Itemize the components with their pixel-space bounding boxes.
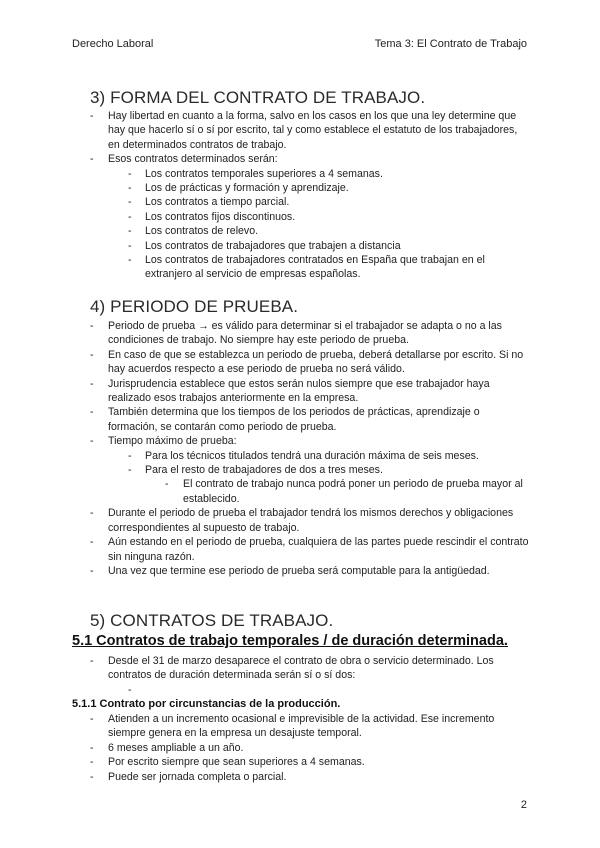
heading-5-1: 5.1 Contratos de trabajo temporales / de duración determinada. <box>72 633 508 649</box>
list-item: - Jurisprudencia establece que estos serán nulos siempre que ese trabajador haya realizado esos trabajos anteriormente en la empresa. <box>90 377 530 406</box>
max-time-sublist <box>128 449 530 507</box>
header-right: Tema 3: El Contrato de Trabajo <box>374 38 527 50</box>
list-item <box>90 152 530 282</box>
heading-5-1-1: 5.1.1 Contrato por circunstancias de la producción. <box>72 698 341 710</box>
sublist-item: - Los contratos de relevo. <box>128 224 530 238</box>
list-item: - Hay libertad en cuanto a la forma, salvo en los casos en los que una ley determine que hay que hacerlo sí o sí por escrito, tal y como establece el estatuto de los trabajadores, en determinados contratos de trabajo. <box>90 109 530 152</box>
list-item-text: Esos contratos determinados serán: <box>108 153 278 166</box>
section-5-1-sublist <box>128 683 530 697</box>
header-left: Derecho Laboral <box>72 38 154 50</box>
list-item: - Atienden a un incremento ocasional e imprevisible de la actividad. Ese incremento siempre genera en la empresa un desajuste temporal. <box>90 712 530 741</box>
section-5-1-list <box>90 654 530 697</box>
sublist-item: - Los contratos a tiempo parcial. <box>128 195 530 209</box>
section-3-title: 3) FORMA DEL CONTRATO DE TRABAJO. <box>90 88 426 107</box>
list-item-text: Tiempo máximo de prueba: <box>108 435 237 448</box>
list-item: - Por escrito siempre que sean superiores a 4 semanas. <box>90 755 530 769</box>
list-item <box>90 654 530 697</box>
list-item: - Aún estando en el periodo de prueba, cualquiera de las partes puede rescindir el contrato sin ninguna razón. <box>90 535 530 564</box>
max-time-note-list <box>165 477 530 506</box>
sublist-item-text: Para el resto de trabajadores de dos a tres meses. <box>145 464 383 477</box>
list-item: - Durante el periodo de prueba el trabajador tendrá los mismos derechos y obligaciones correspondientes al supuesto de trabajo. <box>90 506 530 535</box>
list-item: - 6 meses ampliable a un año. <box>90 741 530 755</box>
note-item: - El contrato de trabajo nunca podrá poner un periodo de prueba mayor al establecido. <box>165 477 530 506</box>
sublist-item: - Los contratos de trabajadores contratados en España que trabajan en el extranjero al servicio de empresas españolas. <box>128 253 530 282</box>
sublist-item: - Los de prácticas y formación y aprendizaje. <box>128 181 530 195</box>
list-item: - Periodo de prueba → es válido para determinar si el trabajador se adapta o no a las condiciones de trabajo. No siempre hay este periodo de prueba. <box>90 319 530 348</box>
section-4-title: 4) PERIODO DE PRUEBA. <box>90 297 299 316</box>
list-item: - Puede ser jornada completa o parcial. <box>90 770 530 784</box>
sublist-item <box>128 463 530 506</box>
section-5-title: 5) CONTRATOS DE TRABAJO. <box>90 611 334 630</box>
list-item <box>90 434 530 506</box>
list-item: - También determina que los tiempos de los periodos de prácticas, aprendizaje o formación, se contarán como periodo de prueba. <box>90 405 530 434</box>
list-item-text: Desde el 31 de marzo desaparece el contrato de obra o servicio determinado. Los contratos de duración determinada serán sí o sí dos: <box>108 655 494 682</box>
list-item: - Una vez que termine ese periodo de prueba será computable para la antigüedad. <box>90 564 530 578</box>
section-3-sublist <box>128 167 530 282</box>
sublist-item: - Los contratos fijos discontinuos. <box>128 210 530 224</box>
sublist-item: - Para los técnicos titulados tendrá una duración máxima de seis meses. <box>128 449 530 463</box>
sublist-item-empty <box>128 683 530 697</box>
sublist-item: - Los contratos de trabajadores que trabajen a distancia <box>128 239 530 253</box>
list-item: - En caso de que se establezca un periodo de prueba, deberá detallarse por escrito. Si no hay acuerdos respecto a ese periodo de prueba no será válido. <box>90 348 530 377</box>
section-4-list <box>90 319 530 578</box>
section-3-list <box>90 109 530 282</box>
sublist-item: - Los contratos temporales superiores a 4 semanas. <box>128 167 530 181</box>
page-number: 2 <box>520 799 527 811</box>
section-5-1-1-list <box>90 712 530 784</box>
